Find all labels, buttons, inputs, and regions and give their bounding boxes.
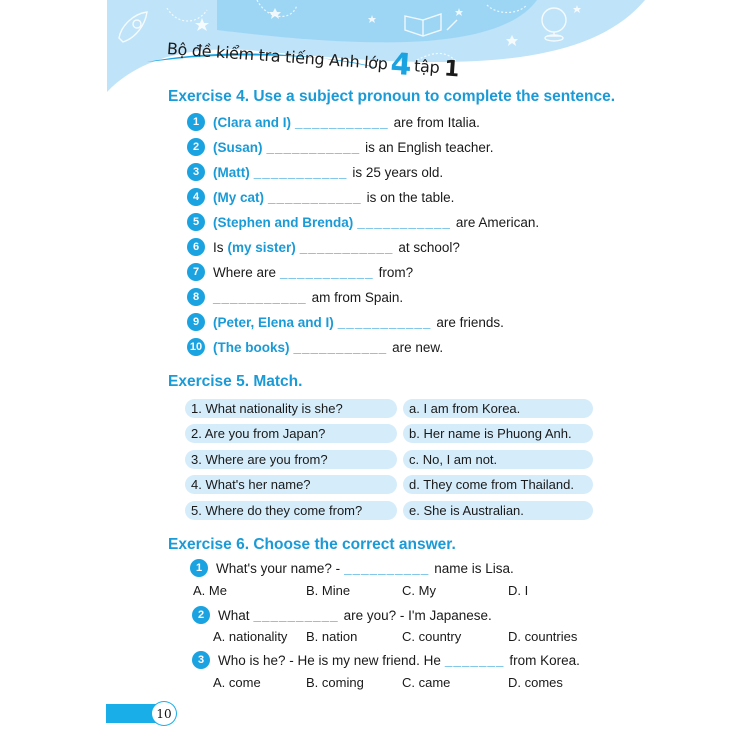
number-badge: 2 <box>192 606 210 624</box>
subject-hint: (My cat) <box>213 189 265 205</box>
answer-blank[interactable]: ___________ <box>295 114 389 130</box>
number-badge: 5 <box>187 213 205 231</box>
exercise-6-question <box>192 605 492 625</box>
exercise-4-item <box>187 112 480 132</box>
subject-hint: (Stephen and Brenda) <box>213 214 354 230</box>
exercise-6-question <box>192 650 580 670</box>
answer-blank[interactable]: ___________ <box>357 214 451 230</box>
match-question[interactable]: 3. Where are you from? <box>185 450 397 469</box>
subject-hint: (Susan) <box>213 139 263 155</box>
option-a[interactable]: A. nationality <box>213 629 288 644</box>
page-number: 10 <box>151 701 177 726</box>
exercise-4-item <box>187 287 403 307</box>
answer-blank[interactable]: ___________ <box>266 139 361 155</box>
match-question[interactable]: 5. Where do they come from? <box>185 501 397 520</box>
match-answer[interactable]: e. She is Australian. <box>403 501 593 520</box>
answer-blank[interactable]: __________ <box>253 607 339 623</box>
answer-blank[interactable]: ___________ <box>337 314 432 330</box>
sentence-end: is an English teacher. <box>365 139 494 155</box>
sentence-end: is on the table. <box>366 189 455 205</box>
match-question[interactable]: 2. Are you from Japan? <box>185 424 397 443</box>
option-d[interactable]: D. comes <box>508 675 563 690</box>
answer-blank[interactable]: ___________ <box>280 264 374 280</box>
option-a[interactable]: A. Me <box>193 583 227 598</box>
match-answer[interactable]: c. No, I am not. <box>403 450 593 469</box>
number-badge: 1 <box>190 559 208 577</box>
sentence-end: are from Italia. <box>393 114 480 130</box>
subject-hint: (Matt) <box>213 164 250 180</box>
option-b[interactable]: B. nation <box>306 629 358 644</box>
question-end: from Korea. <box>509 652 580 668</box>
option-b[interactable]: B. Mine <box>306 583 351 598</box>
option-c[interactable]: C. My <box>402 583 436 598</box>
question-start: Who is he? - He is my new friend. He <box>218 652 441 668</box>
number-badge: 10 <box>187 338 205 356</box>
exercise-4-item <box>187 187 454 207</box>
exercise-6-question <box>190 558 514 578</box>
sentence-end: are friends. <box>436 314 504 330</box>
sentence-end: at school? <box>398 239 460 255</box>
number-badge: 6 <box>187 238 205 256</box>
question-start: What's your name? - <box>216 560 341 576</box>
number-badge: 9 <box>187 313 205 331</box>
exercise-4-title: Exercise 4. Use a subject pronoun to complete the sentence. <box>168 88 616 105</box>
answer-blank[interactable]: ___________ <box>293 339 388 355</box>
sentence-start: Where are <box>213 264 277 280</box>
match-question[interactable]: 4. What's her name? <box>185 475 397 494</box>
question-end: name is Lisa. <box>434 560 514 576</box>
sentence-end: am from Spain. <box>311 289 404 305</box>
subject-hint: (The books) <box>213 339 290 355</box>
match-question[interactable]: 1. What nationality is she? <box>185 399 397 418</box>
sentence-end: are American. <box>455 214 540 230</box>
volume-number: 1 <box>443 56 460 83</box>
subject-hint: (my sister) <box>227 239 296 255</box>
sentence-end: from? <box>378 264 414 280</box>
header-banner <box>107 0 645 95</box>
answer-blank[interactable]: ___________ <box>253 164 348 180</box>
exercise-4-item <box>187 212 539 232</box>
option-b[interactable]: B. coming <box>306 675 364 690</box>
sentence-end: is 25 years old. <box>352 164 444 180</box>
sentence-end: are new. <box>392 339 444 355</box>
grade-number: 4 <box>389 46 413 84</box>
number-badge: 3 <box>192 651 210 669</box>
match-answer[interactable]: b. Her name is Phuong Anh. <box>403 424 593 443</box>
answer-blank[interactable]: ___________ <box>213 289 307 305</box>
option-c[interactable]: C. came <box>402 675 451 690</box>
exercise-4-item <box>187 312 504 332</box>
match-answer[interactable]: d. They come from Thailand. <box>403 475 593 494</box>
number-badge: 7 <box>187 263 205 281</box>
answer-blank[interactable]: __________ <box>344 560 430 576</box>
number-badge: 2 <box>187 138 205 156</box>
exercise-4-item <box>187 337 443 357</box>
number-badge: 4 <box>187 188 205 206</box>
answer-blank[interactable]: ___________ <box>299 239 394 255</box>
option-a[interactable]: A. come <box>213 675 261 690</box>
exercise-4-item <box>187 262 413 282</box>
exercise-4-item <box>187 137 493 157</box>
exercise-5-title: Exercise 5. Match. <box>168 373 303 390</box>
exercise-4-item <box>187 237 460 257</box>
number-badge: 3 <box>187 163 205 181</box>
number-badge: 8 <box>187 288 205 306</box>
exercise-6-title: Exercise 6. Choose the correct answer. <box>168 536 456 553</box>
answer-blank[interactable]: ___________ <box>268 189 362 205</box>
subject-hint: (Peter, Elena and I) <box>213 314 334 330</box>
match-answer[interactable]: a. I am from Korea. <box>403 399 593 418</box>
answer-blank[interactable]: _______ <box>444 652 505 668</box>
exercise-4-item <box>187 162 443 182</box>
option-c[interactable]: C. country <box>402 629 462 644</box>
volume-label: tập <box>413 56 441 78</box>
question-end: are you? - I'm Japanese. <box>343 607 492 623</box>
option-d[interactable]: D. countries <box>508 629 578 644</box>
sentence-start: Is <box>213 239 224 255</box>
number-badge: 1 <box>187 113 205 131</box>
title-prefix: Bộ đề kiểm tra tiếng Anh lớp <box>166 39 389 74</box>
subject-hint: (Clara and I) <box>213 114 292 130</box>
option-d[interactable]: D. I <box>508 583 529 598</box>
question-start: What <box>218 607 250 623</box>
